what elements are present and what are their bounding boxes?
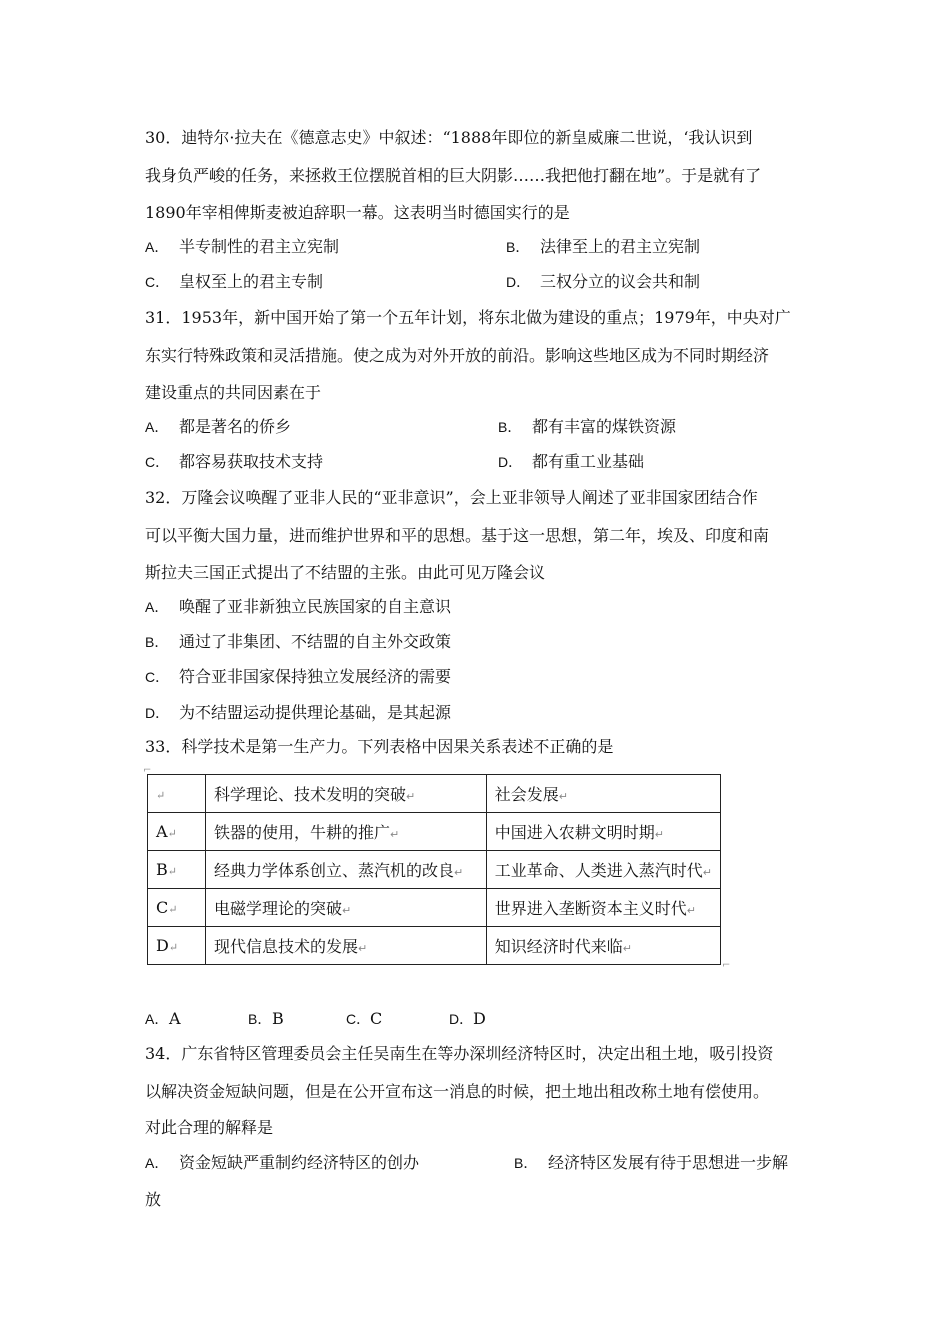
option-text: D <box>473 1009 486 1028</box>
option-key: C． <box>346 1011 371 1027</box>
option-key: D． <box>506 274 531 290</box>
option-key: B． <box>514 1155 538 1171</box>
q33-option-a <box>145 1009 181 1029</box>
q31-option-a <box>145 417 291 437</box>
q32-stem-line-1: 32．万隆会议唤醒了亚非人民的“亚非意识”，会上亚非领导人阐述了亚非国家团结合作 <box>145 488 758 507</box>
option-text: 半专制性的君主立宪制 <box>179 237 340 256</box>
table-cell: 社会发展↵ <box>486 775 720 813</box>
table-cell: 知识经济时代来临↵ <box>486 927 720 965</box>
cause-effect-table <box>147 774 721 965</box>
option-text: 都是著名的侨乡 <box>179 417 292 436</box>
option-text: 三权分立的议会共和制 <box>540 272 701 291</box>
option-key: C． <box>145 274 170 290</box>
option-key: A． <box>145 1011 169 1027</box>
table-cell: 电磁学理论的突破↵ <box>206 889 487 927</box>
q31-option-d <box>498 452 644 472</box>
table-corner-mark-top-left: ⌐ <box>143 765 152 776</box>
table-cell: D↵ <box>148 927 206 965</box>
option-key: A． <box>145 1155 169 1171</box>
option-key: B． <box>506 239 530 255</box>
q30-stem-line-3: 1890年宰相俾斯麦被迫辞职一幕。这表明当时德国实行的是 <box>145 203 570 222</box>
q30-option-b <box>506 237 700 257</box>
q30-option-c <box>145 272 323 292</box>
option-text: 为不结盟运动提供理论基础，是其起源 <box>179 703 452 722</box>
option-text: 都容易获取技术支持 <box>179 452 324 471</box>
option-text: 符合亚非国家保持独立发展经济的需要 <box>179 667 452 686</box>
table-cell: ↵ <box>148 775 206 813</box>
option-text: 都有丰富的煤铁资源 <box>532 417 677 436</box>
table-corner-mark-bottom-right: ⌐ <box>722 960 731 971</box>
q31-option-c <box>145 452 323 472</box>
q32-stem-line-2: 可以平衡大国力量，进而维护世界和平的思想。基于这一思想，第二年，埃及、印度和南 <box>145 526 770 545</box>
q33-option-b <box>248 1009 284 1029</box>
option-key: B． <box>248 1011 272 1027</box>
table-cell: B↵ <box>148 851 206 889</box>
table-cell: 经典力学体系创立、蒸汽机的改良↵ <box>206 851 487 889</box>
q34-stem-line-1: 34．广东省特区管理委员会主任吴南生在等办深圳经济特区时，决定出租土地，吸引投资 <box>145 1044 774 1063</box>
q30-stem-line-1: 30．迪特尔·拉夫在《德意志史》中叙述：“1888年即位的新皇威廉二世说，‘我认识到 <box>145 128 753 147</box>
table-cell: A↵ <box>148 813 206 851</box>
option-text: A <box>169 1009 181 1028</box>
table-cell: 世界进入垄断资本主义时代↵ <box>486 889 720 927</box>
option-text: 通过了非集团、不结盟的自主外交政策 <box>179 632 452 651</box>
option-key: D． <box>498 454 523 470</box>
table-row <box>148 927 721 965</box>
q31-option-b <box>498 417 676 437</box>
q31-stem-line-3: 建设重点的共同因素在于 <box>145 383 322 402</box>
option-text: B <box>272 1009 284 1028</box>
option-key: D． <box>449 1011 474 1027</box>
q32-stem-line-3: 斯拉夫三国正式提出了不结盟的主张。由此可见万隆会议 <box>145 563 546 582</box>
q34-option-b-wrap: 放 <box>145 1190 162 1209</box>
q34-stem-line-2: 以解决资金短缺问题，但是在公开宣布这一消息的时候，把土地出租改称土地有偿使用。 <box>145 1082 770 1101</box>
q30-option-d <box>506 272 700 292</box>
table-row <box>148 813 721 851</box>
q34-stem-line-3: 对此合理的解释是 <box>145 1118 274 1137</box>
option-key: B． <box>498 419 522 435</box>
table-header-row <box>148 775 721 813</box>
option-key: A． <box>145 599 169 615</box>
option-key: A． <box>145 239 169 255</box>
q31-stem-line-2: 东实行特殊政策和灵活措施。使之成为对外开放的前沿。影响这些地区成为不同时期经济 <box>145 346 770 365</box>
q33-option-d <box>449 1009 486 1029</box>
table-cell: 科学理论、技术发明的突破↵ <box>206 775 487 813</box>
option-text: 皇权至上的君主专制 <box>179 272 324 291</box>
table-row <box>148 851 721 889</box>
q32-option-d <box>145 703 451 723</box>
q34-option-a <box>145 1153 419 1173</box>
option-text: 都有重工业基础 <box>532 452 645 471</box>
option-key: C． <box>145 454 170 470</box>
q34-option-b <box>514 1153 788 1173</box>
option-key: B． <box>145 634 169 650</box>
option-text: 经济特区发展有待于思想进一步解 <box>548 1153 789 1172</box>
q33-option-c <box>346 1009 382 1029</box>
table-cell: C↵ <box>148 889 206 927</box>
option-key: D． <box>145 705 170 721</box>
table-cell: 工业革命、人类进入蒸汽时代↵ <box>486 851 720 889</box>
option-text: 资金短缺严重制约经济特区的创办 <box>179 1153 420 1172</box>
q32-option-a <box>145 597 451 617</box>
q30-stem-line-2: 我身负严峻的任务，来拯救王位摆脱首相的巨大阴影……我把他打翻在地”。于是就有了 <box>145 166 762 185</box>
option-text: C <box>370 1009 383 1028</box>
option-text: 法律至上的君主立宪制 <box>540 237 701 256</box>
table-row <box>148 889 721 927</box>
option-key: C． <box>145 669 170 685</box>
q31-stem-line-1: 31．1953年，新中国开始了第一个五年计划，将东北做为建设的重点；1979年，中央对广 <box>145 308 791 327</box>
q32-option-b <box>145 632 451 652</box>
table-cell: 中国进入农耕文明时期↵ <box>486 813 720 851</box>
q30-option-a <box>145 237 339 257</box>
option-text: 唤醒了亚非新独立民族国家的自主意识 <box>179 597 452 616</box>
table-cell: 铁器的使用，牛耕的推广↵ <box>206 813 487 851</box>
table-cell: 现代信息技术的发展↵ <box>206 927 487 965</box>
option-key: A． <box>145 419 169 435</box>
q32-option-c <box>145 667 451 687</box>
q33-stem: 33．科学技术是第一生产力。下列表格中因果关系表述不正确的是 <box>145 737 614 756</box>
